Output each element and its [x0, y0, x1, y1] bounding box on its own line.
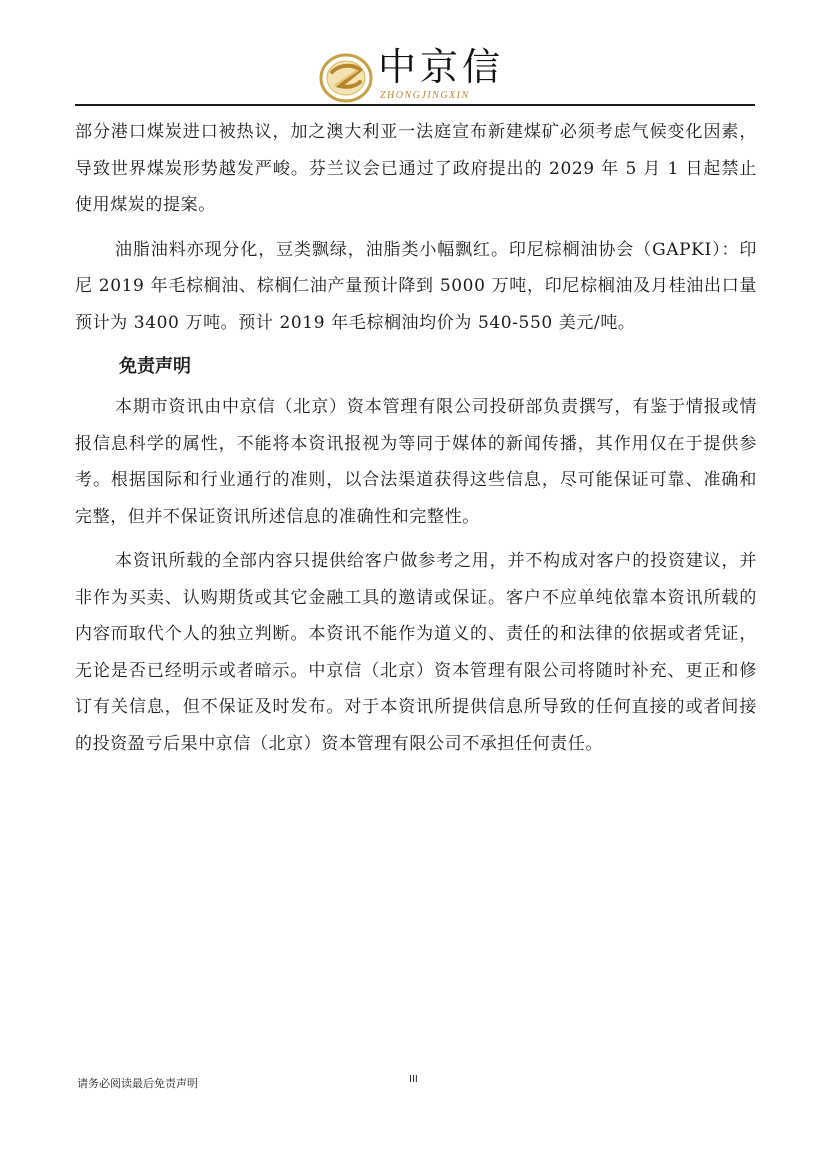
footer-note: 请务必阅读最后免责声明: [77, 1077, 198, 1090]
header-rule: [75, 104, 755, 106]
document-body: [75, 114, 757, 770]
body-paragraph: 部分港口煤炭进口被热议，加之澳大利亚一法庭宣布新建煤矿必须考虑气候变化因素，导致世界煤炭形势越发严峻。芬兰议会已通过了政府提出的 2029 年 5 月 1 日起禁止使用煤炭的提案。: [75, 122, 757, 215]
page-header: [0, 40, 827, 106]
brand-name: 中京信: [378, 45, 505, 89]
body-paragraph: 油脂油料亦现分化，豆类飘绿，油脂类小幅飘红。印尼棕榈油协会（GAPKI）：印尼 2019 年毛棕榈油、棕榈仁油产量预计降到 5000 万吨，印尼棕榈油及月桂油出口量预计为 3400 万吨。预计 2019 年毛棕榈油均价为 540-550 美元/吨。: [75, 239, 757, 333]
brand-pinyin: ZHONGJINGXIN: [380, 90, 470, 101]
disclaimer-paragraph: 本期市资讯由中京信（北京）资本管理有限公司投研部负责撰写，有鉴于情报或情报信息科学的属性，不能将本资讯报视为等同于媒体的新闻传播，其作用仅在于提供参考。根据国际和行业通行的准则，以合法渠道获得这些信息，尽可能保证可靠、准确和完整，但并不保证资讯所述信息的准确性和完整性。: [75, 397, 757, 527]
company-logo-icon: [318, 52, 374, 104]
page-number: III: [409, 1074, 418, 1085]
disclaimer-title: 免责声明: [119, 356, 191, 377]
disclaimer-paragraph: 本资讯所载的全部内容只提供给客户做参考之用，并不构成对客户的投资建议，并非作为买卖、认购期货或其它金融工具的邀请或保证。客户不应单纯依靠本资讯所载的内容而取代个人的独立判断。本资讯不能作为道义的、责任的和法律的依据或者凭证，无论是否已经明示或者暗示。中京信（北京）资本管理有限公司将随时补充、更正和修订有关信息，但不保证及时发布。对于本资讯所提供信息所导致的任何直接的或者间接的投资盈亏后果中京信（北京）资本管理有限公司不承担任何责任。: [75, 551, 757, 754]
